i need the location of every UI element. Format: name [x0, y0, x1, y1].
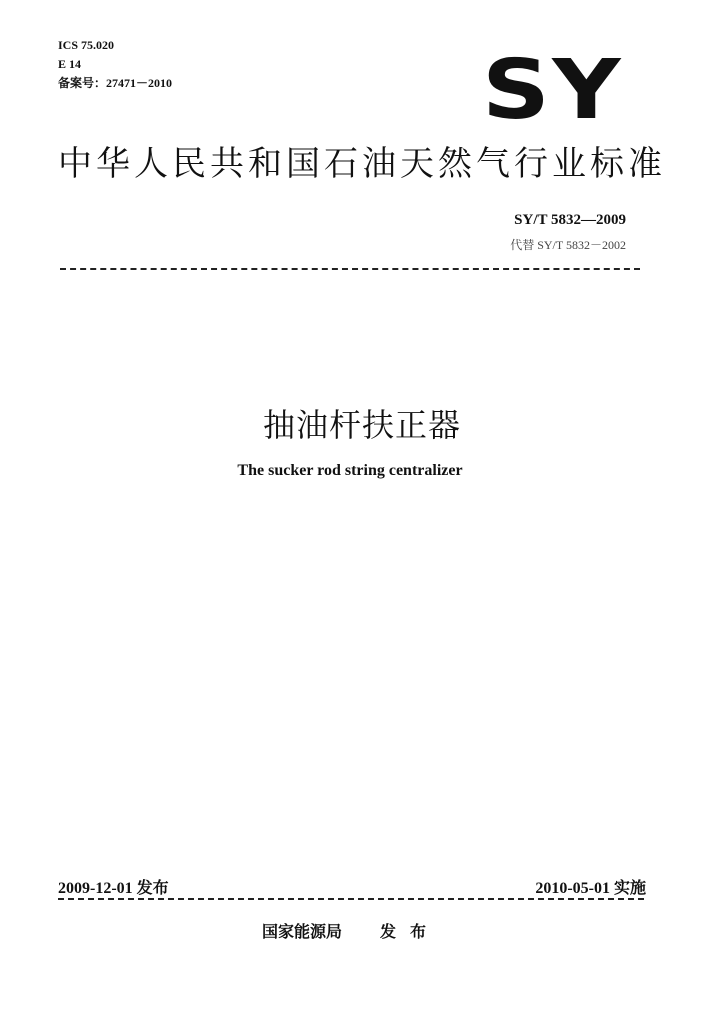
sy-logo: SY: [482, 43, 623, 138]
issuer-title: 中华人民共和国石油天然气行业标准: [58, 144, 666, 184]
publish-label: 发布: [380, 922, 441, 941]
implementation-date: 2010-05-01 实施: [535, 880, 646, 897]
ics-code: ICS 75.020: [58, 38, 115, 52]
top-divider: [60, 268, 640, 270]
standard-number: SY/T 5832—2009: [514, 212, 626, 228]
publisher: 国家能源局: [262, 922, 343, 941]
replaces-standard: 代替 SY/T 5832－2002: [510, 238, 626, 252]
record-number: 备案号：27471－2010: [58, 76, 173, 90]
document-title-chinese: 抽油杆扶正器: [262, 406, 461, 444]
issue-date: 2009-12-01 发布: [58, 880, 169, 897]
classification-code: E 14: [58, 57, 82, 71]
bottom-divider: [58, 898, 644, 900]
document-title-english: The sucker rod string centralizer: [237, 462, 463, 479]
